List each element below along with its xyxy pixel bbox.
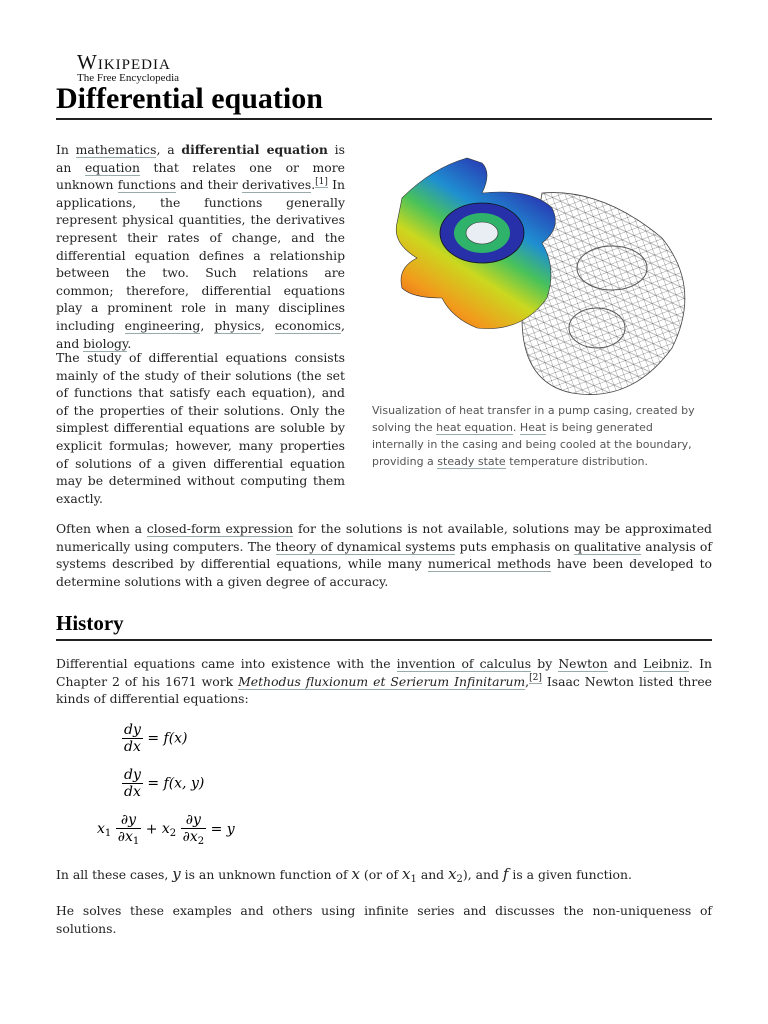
study-paragraph: The study of differential equations consists mainly of the study of their solutions (the set of functions that satisfy each equation), and of the properties of their solutions. Only the simplest differential equations are soluble by explicit formulas; however, many properties of solutions of a given differential equation may be determined without computing them exactly. <box>56 350 345 506</box>
ref-1[interactable]: [1] <box>315 177 328 188</box>
logo-wordmark: Wikipedia <box>77 50 171 74</box>
equation-1: $\frac{dy}{dx}$ = f(x) <box>124 722 188 755</box>
pump-casing-image[interactable] <box>372 148 706 400</box>
link-engineering[interactable]: engineering <box>124 317 201 333</box>
history-heading: History <box>56 611 712 641</box>
link-economics[interactable]: economics <box>274 317 342 333</box>
link-closed-form[interactable]: closed-form expression <box>146 521 294 536</box>
link-leibniz[interactable]: Leibniz <box>643 656 690 671</box>
link-numerical-methods[interactable]: numerical methods <box>427 556 551 572</box>
bold-term: differential equation <box>181 142 328 157</box>
page-title: Differential equation <box>56 82 712 120</box>
history-paragraph: Differential equations came into existence with the invention of calculus by Newton and Leibniz. In Chapter 2 of his 1671 work Methodus fluxionum et Serierum Infinitarum,[2] Isaac Newton listed three kinds of differential equations: <box>56 656 712 707</box>
link-mathematics[interactable]: mathematics <box>75 142 157 157</box>
intro-paragraph: In mathematics, a differential equation is an equation that relates one or more unknown functions and their derivatives.[1] In applications, the functions generally represent physical quantities, the derivatives represent their rates of change, and the differential equation defines a relationship between the two. Such relations are common; therefore, differential equations play a prominent role in many disciplines including engineering, physics, economics, and biology. <box>56 142 345 351</box>
link-invention-of-calculus[interactable]: invention of calculus <box>396 656 532 671</box>
link-dynamical-systems[interactable]: theory of dynamical systems <box>275 538 456 554</box>
ref-2[interactable]: [2] <box>529 673 542 684</box>
link-derivatives[interactable]: derivatives <box>242 177 312 193</box>
equation-2: $\frac{dy}{dx}$ = f(x, y) <box>124 767 205 800</box>
link-qualitative[interactable]: qualitative <box>574 538 642 554</box>
link-heat[interactable]: Heat <box>519 421 547 434</box>
link-functions[interactable]: functions <box>117 177 176 193</box>
link-methodus[interactable]: Methodus fluxionum et Serierum Infinitarum <box>238 673 526 689</box>
equation-3: $x_1$ $\frac{\partial y}{\partial x_1}$ + $x_2$ $\frac{\partial y}{\partial x_2}$ = y <box>97 812 235 847</box>
wikipedia-logo[interactable] <box>77 50 179 84</box>
link-newton[interactable]: Newton <box>558 656 608 671</box>
logo-tagline: The Free Encyclopedia <box>77 72 180 84</box>
solves-paragraph: He solves these examples and others using infinite series and discusses the non-uniqueness of solutions. <box>56 903 712 936</box>
link-heat-equation[interactable]: heat equation <box>436 421 513 434</box>
link-biology[interactable]: biology <box>83 335 128 351</box>
pump-casing-figure <box>372 148 706 470</box>
numerical-paragraph: Often when a closed-form expression for the solutions is not available, solutions may be approximated numerically using computers. The theory of dynamical systems puts emphasis on qualitative analysis of systems described by differential equations, while many numerical methods have been developed to determine solutions with a given degree of accuracy. <box>56 521 713 589</box>
link-equation[interactable]: equation <box>84 159 140 175</box>
figure-caption: Visualization of heat transfer in a pump casing, created by solving the heat equation. Heat is being generated internally in the casing and being cooled at the boundary, providing a steady state temperature distribution. <box>372 404 695 468</box>
cases-paragraph: In all these cases, y is an unknown function of x (or of $x_1$ and $x_2$), and f is a given function. <box>56 865 632 885</box>
link-physics[interactable]: physics <box>214 317 261 333</box>
link-steady-state[interactable]: steady state <box>437 455 506 468</box>
